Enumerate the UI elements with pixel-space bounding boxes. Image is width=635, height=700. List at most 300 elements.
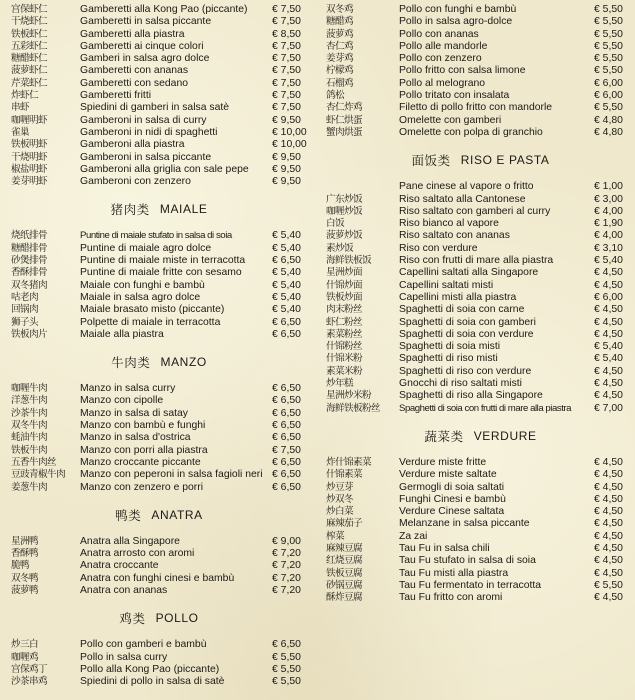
pollo-list-continued — [326, 4, 635, 139]
dish-price: € 6,50 — [272, 456, 301, 468]
verdure-list — [326, 457, 635, 605]
dish-name-chinese: 虾仁粉丝 — [326, 316, 362, 328]
dish-name-italian: Manzo in salsa d'ostrica — [80, 432, 191, 444]
dish-name-chinese: 干烧明虾 — [11, 151, 47, 163]
dish-price: € 7,50 — [272, 40, 301, 52]
dish-price: € 5,50 — [272, 676, 301, 688]
dish-name-chinese: 蟹肉烘蛋 — [326, 126, 362, 138]
menu-item — [0, 482, 318, 494]
menu-item — [0, 469, 318, 481]
dish-name-chinese: 红烧豆腐 — [326, 555, 362, 567]
menu-item — [0, 267, 318, 279]
dish-price: € 5,50 — [594, 4, 623, 15]
menu-item — [0, 29, 318, 41]
menu-item — [0, 127, 318, 139]
dish-name-italian: Anatra arrosto con aromi — [80, 548, 195, 560]
dish-price: € 5,40 — [272, 304, 301, 316]
dish-name-italian: Maiale in salsa agro dolce — [80, 291, 201, 303]
menu-item — [0, 664, 318, 676]
dish-name-chinese: 椒盐明虾 — [11, 163, 47, 175]
menu-item — [0, 164, 318, 176]
dish-name-chinese: 双冬鸭 — [11, 572, 38, 584]
dish-price: € 7,50 — [272, 102, 301, 114]
dish-name-italian: Riso saltato con gamberi al curry — [399, 205, 551, 217]
dish-name-chinese: 串虾 — [11, 102, 29, 114]
menu-item — [326, 469, 635, 481]
menu-item — [326, 580, 635, 592]
dish-name-italian: Pollo con gamberi e bambù — [80, 639, 207, 651]
dish-price: € 5,40 — [272, 267, 301, 279]
dish-price: € 4,50 — [594, 456, 623, 468]
dish-name-italian: Pollo tritato con insalata — [399, 90, 510, 102]
menu-item — [326, 555, 635, 567]
dish-name-italian: Riso con verdure — [399, 242, 478, 254]
dish-name-chinese: 炸什锦素菜 — [326, 456, 371, 468]
section-header-anatra — [0, 494, 318, 536]
dish-price: € 7,50 — [272, 90, 301, 102]
dish-price: € 5,50 — [594, 65, 623, 77]
dish-name-italian: Gamberetti ai cinque colori — [80, 40, 204, 52]
menu-item — [326, 243, 635, 255]
section-header-maiale — [0, 188, 318, 230]
dish-name-chinese: 肉末粉丝 — [326, 304, 362, 316]
dish-price: € 5,40 — [272, 291, 301, 303]
dish-name-italian: Germogli di soia saltati — [399, 481, 505, 493]
dish-name-italian: Anatra croccante — [80, 560, 159, 572]
dish-price: € 7,50 — [272, 444, 301, 456]
dish-name-chinese: 麻辣豆腐 — [326, 542, 362, 554]
section-title-it: POLLO — [155, 611, 199, 626]
dish-price: € 4,50 — [594, 567, 623, 579]
menu-item — [326, 78, 635, 90]
menu-item — [0, 652, 318, 664]
dish-name-chinese: 铁板牛肉 — [11, 444, 47, 456]
dish-name-chinese: 菠萝虾仁 — [11, 65, 47, 77]
menu-item — [0, 420, 318, 432]
dish-name-italian: Riso saltato alla Cantonese — [399, 193, 526, 205]
dish-price: € 5,50 — [594, 16, 623, 28]
dish-name-italian: Gamberi in salsa agro dolce — [80, 53, 210, 65]
dish-price: € 6,50 — [272, 395, 301, 407]
section-title-cn: 牛肉类 — [111, 355, 151, 371]
section-header-manzo — [0, 341, 318, 383]
dish-name-chinese: 铁板明虾 — [11, 139, 47, 151]
dish-name-chinese: 柠檬鸡 — [326, 65, 353, 77]
menu-item — [0, 329, 318, 341]
dish-name-italian: Puntine di maiale fritte con sesamo — [80, 267, 242, 279]
dish-name-chinese: 香酥鸭 — [11, 548, 38, 560]
menu-item — [0, 152, 318, 164]
menu-item — [0, 445, 318, 457]
dish-price: € 6,50 — [272, 407, 301, 419]
menu-item — [0, 41, 318, 53]
dish-name-italian: Puntine di maiale stufato in salsa di soia — [80, 230, 232, 242]
dish-name-chinese: 烧纸排骨 — [11, 230, 47, 242]
menu-item — [326, 255, 635, 267]
dish-name-italian: Tau Fu misti alla piastra — [399, 567, 509, 579]
dish-name-italian: Manzo con peperoni in salsa fagioli neri — [80, 469, 263, 481]
dish-name-italian: Pollo con zenzero — [399, 53, 482, 65]
dish-price: € 4,50 — [594, 279, 623, 291]
section-title-cn: 鸡类 — [119, 611, 146, 627]
dish-name-italian: Tau Fu fermentato in terracotta — [399, 579, 542, 591]
menu-item — [0, 115, 318, 127]
dish-price: € 6,00 — [594, 291, 623, 303]
dish-name-italian: Manzo con cipolle — [80, 395, 164, 407]
dish-name-italian: Gamberetti con sedano — [80, 77, 189, 89]
dish-price: € 7,20 — [272, 572, 301, 584]
menu-item — [0, 65, 318, 77]
dish-name-italian: Spiedini di pollo in salsa di satè — [80, 676, 225, 688]
dish-name-chinese: 双冬牛肉 — [11, 420, 47, 432]
dish-price: € 1,00 — [594, 181, 623, 193]
dish-name-italian: Riso con frutti di mare alla piastra — [399, 255, 554, 267]
dish-name-chinese: 砂煲排骨 — [11, 255, 47, 267]
dish-price: € 6,50 — [272, 432, 301, 444]
dish-name-chinese: 炒豆芽 — [326, 481, 353, 493]
menu-item — [0, 16, 318, 28]
dish-name-chinese: 素菜粉丝 — [326, 328, 362, 340]
dish-name-italian: Anatra con funghi cinesi e bambù — [80, 572, 235, 584]
menu-item — [326, 41, 635, 53]
dish-name-italian: Gamberetti con ananas — [80, 65, 189, 77]
dish-name-chinese: 炒年糕 — [326, 378, 353, 390]
dish-price: € 4,50 — [594, 469, 623, 481]
dish-name-chinese: 糖醋鸡 — [326, 16, 353, 28]
dish-name-chinese: 广东炒饭 — [326, 193, 362, 205]
menu-item — [0, 280, 318, 292]
dish-price: € 5,40 — [594, 255, 623, 267]
dish-price: € 4,50 — [594, 304, 623, 316]
dish-name-italian: Pollo con ananas — [399, 28, 479, 40]
dish-name-chinese: 咖喱牛肉 — [11, 383, 47, 395]
menu-item — [0, 560, 318, 572]
dish-name-italian: Gamberoni con zenzero — [80, 176, 191, 188]
dish-price: € 9,50 — [272, 114, 301, 126]
menu-item — [0, 548, 318, 560]
dish-price: € 4,50 — [594, 592, 623, 604]
menu-item — [326, 230, 635, 242]
dish-price: € 7,50 — [272, 16, 301, 28]
dish-name-chinese: 糖醋虾仁 — [11, 53, 47, 65]
dish-name-italian: Gamberetti alla piastra — [80, 28, 185, 40]
dish-name-chinese: 狮子头 — [11, 316, 38, 328]
pollo-list — [0, 639, 318, 688]
menu-item — [0, 90, 318, 102]
dish-price: € 7,20 — [272, 584, 301, 596]
section-title-it: ANATRA — [151, 507, 203, 522]
menu-item — [0, 639, 318, 651]
dish-name-italian: Verdure miste saltate — [399, 469, 497, 481]
section-title-it: MANZO — [160, 355, 207, 370]
dish-price: € 6,50 — [272, 255, 301, 267]
dish-name-italian: Omelette con polpa di granchio — [399, 126, 543, 138]
dish-name-chinese: 海鲜铁板饭 — [326, 255, 371, 267]
dish-name-chinese: 铁板炒面 — [326, 291, 362, 303]
dish-name-chinese: 铁板虾仁 — [11, 28, 47, 40]
dish-name-chinese: 虾仁烘蛋 — [326, 114, 362, 126]
dish-name-italian: Pane cinese al vapore o fritto — [399, 181, 534, 193]
dish-price: € 5,50 — [594, 579, 623, 591]
section-title-cn: 鸭类 — [115, 507, 142, 523]
menu-item — [326, 403, 635, 415]
dish-name-italian: Pollo con funghi e bambù — [399, 4, 517, 15]
section-title-it: RISO E PASTA — [460, 153, 550, 168]
dish-name-chinese: 糖醋排骨 — [11, 242, 47, 254]
dish-price: € 6,50 — [272, 316, 301, 328]
dish-name-italian: Gamberoni alla griglia con sale pepe — [80, 163, 249, 175]
dish-name-italian: Riso saltato con ananas — [399, 230, 510, 242]
menu-item — [0, 292, 318, 304]
dish-name-chinese: 香酥排骨 — [11, 267, 47, 279]
dish-name-italian: Verdure miste fritte — [399, 456, 487, 468]
dish-name-chinese: 铁板肉片 — [11, 328, 47, 340]
right-column — [326, 4, 635, 604]
menu-item — [0, 585, 318, 597]
menu-item — [326, 506, 635, 518]
menu-item — [326, 181, 635, 193]
menu-item — [0, 432, 318, 444]
menu-item — [326, 65, 635, 77]
menu-item — [326, 29, 635, 41]
dish-name-chinese: 豆豉青椒牛肉 — [11, 469, 65, 481]
menu-item — [326, 304, 635, 316]
menu-item — [326, 53, 635, 65]
menu-item — [326, 543, 635, 555]
dish-price: € 6,50 — [272, 420, 301, 432]
dish-name-chinese: 脆鸭 — [11, 560, 29, 572]
dish-name-chinese: 炒白菜 — [326, 506, 353, 518]
dish-price: € 4,50 — [594, 481, 623, 493]
dish-name-chinese: 双冬猪肉 — [11, 279, 47, 291]
dish-name-italian: Spaghetti di soia con frutti di mare alla piastra — [399, 402, 572, 414]
dish-name-chinese: 铁板豆腐 — [326, 567, 362, 579]
dish-name-chinese: 杏仁炸鸡 — [326, 102, 362, 114]
menu-item — [0, 243, 318, 255]
menu-item — [326, 267, 635, 279]
dish-price: € 4,50 — [594, 390, 623, 402]
dish-name-chinese: 杏仁鸡 — [326, 40, 353, 52]
menu-item — [326, 378, 635, 390]
menu-item — [326, 482, 635, 494]
menu-item — [326, 317, 635, 329]
dish-name-chinese: 石榴鸡 — [326, 77, 353, 89]
dish-name-italian: Capellini misti alla piastra — [399, 291, 517, 303]
dish-name-italian: Manzo croccante piccante — [80, 456, 201, 468]
menu-item — [326, 280, 635, 292]
section-title-cn: 面饭类 — [411, 153, 451, 169]
menu-item — [0, 78, 318, 90]
dish-price: € 10,00 — [272, 126, 307, 138]
menu-item — [326, 568, 635, 580]
dish-name-italian: Funghi Cinesi e bambù — [399, 493, 506, 505]
section-title-cn: 猪肉类 — [110, 202, 150, 218]
dish-name-italian: Anatra alla Singapore — [80, 535, 180, 547]
dish-name-italian: Gamberetti alla Kong Pao (piccante) — [80, 4, 248, 15]
dish-name-chinese: 五彩虾仁 — [11, 40, 47, 52]
dish-price: € 9,50 — [272, 163, 301, 175]
dish-price: € 4,50 — [594, 555, 623, 567]
dish-name-chinese: 干烧虾仁 — [11, 16, 47, 28]
manzo-list — [0, 383, 318, 494]
dish-price: € 5,40 — [272, 230, 301, 242]
dish-name-chinese: 咖喱炒饭 — [326, 205, 362, 217]
menu-item — [0, 408, 318, 420]
dish-price: € 3,00 — [594, 193, 623, 205]
left-column — [0, 4, 318, 688]
dish-name-italian: Spaghetti di soia con carne — [399, 304, 525, 316]
dish-name-chinese: 炸虾仁 — [11, 90, 38, 102]
menu-item — [326, 518, 635, 530]
dish-name-chinese: 榨菜 — [326, 530, 344, 542]
dish-name-chinese: 素菜米粉 — [326, 365, 362, 377]
dish-name-italian: Omelette con gamberi — [399, 114, 502, 126]
menu-item — [0, 317, 318, 329]
dish-price: € 4,50 — [594, 378, 623, 390]
dish-name-italian: Tau Fu fritto con aromi — [399, 592, 503, 604]
dish-price: € 4,50 — [594, 518, 623, 530]
dish-price: € 4,50 — [594, 542, 623, 554]
menu-item — [0, 383, 318, 395]
dish-name-italian: Spaghetti di soia con verdure — [399, 328, 534, 340]
section-header-riso — [326, 139, 635, 181]
dish-price: € 4,00 — [594, 230, 623, 242]
dish-name-chinese: 什锦米粉 — [326, 353, 362, 365]
dish-name-chinese: 姜芽鸡 — [326, 53, 353, 65]
dish-name-italian: Gamberoni in salsa di curry — [80, 114, 207, 126]
dish-name-chinese: 咖喱明虾 — [11, 114, 47, 126]
dish-name-chinese: 姜芽明虾 — [11, 176, 47, 188]
dish-name-chinese: 炒双冬 — [326, 493, 353, 505]
dish-price: € 7,50 — [272, 4, 301, 15]
dish-name-chinese: 宫保虾仁 — [11, 4, 47, 15]
dish-name-italian: Verdure Cinese saltata — [399, 506, 505, 518]
section-title-it: MAIALE — [159, 202, 208, 217]
menu-item — [326, 127, 635, 139]
dish-name-italian: Capellini saltati alla Singapore — [399, 267, 539, 279]
dish-price: € 4,00 — [594, 205, 623, 217]
menu-item — [326, 353, 635, 365]
dish-name-chinese: 雀巢 — [11, 126, 29, 138]
dish-price: € 8,50 — [272, 28, 301, 40]
menu-item — [0, 676, 318, 688]
dish-name-chinese: 菠萝鸡 — [326, 28, 353, 40]
dish-price: € 5,40 — [594, 341, 623, 353]
dish-name-chinese: 砂锅豆腐 — [326, 579, 362, 591]
dish-name-italian: Pollo in salsa curry — [80, 651, 168, 663]
dish-name-italian: Gnocchi di riso saltati misti — [399, 378, 522, 390]
menu-item — [326, 457, 635, 469]
dish-name-italian: Tau Fu stufato in salsa di soia — [399, 555, 536, 567]
menu-item — [0, 573, 318, 585]
dish-name-chinese: 回锅肉 — [11, 304, 38, 316]
dish-price: € 6,50 — [272, 328, 301, 340]
dish-name-chinese: 星洲鸭 — [11, 535, 38, 547]
dish-price: € 6,50 — [272, 481, 301, 493]
menu-item — [326, 592, 635, 604]
menu-item — [0, 536, 318, 548]
dish-price: € 7,20 — [272, 548, 301, 560]
dish-price: € 5,50 — [272, 651, 301, 663]
dish-price: € 6,50 — [272, 639, 301, 651]
dish-price: € 6,50 — [272, 469, 301, 481]
menu-item — [326, 102, 635, 114]
dish-name-italian: Pollo fritto con salsa limone — [399, 65, 526, 77]
menu-item — [326, 329, 635, 341]
menu-item — [326, 218, 635, 230]
dish-name-italian: Pollo alle mandorle — [399, 40, 488, 52]
dish-price: € 5,40 — [272, 242, 301, 254]
menu-item — [326, 16, 635, 28]
dish-name-chinese: 咖喱鸡 — [11, 651, 38, 663]
dish-name-italian: Gamberetti in salsa piccante — [80, 16, 212, 28]
dish-price: € 7,00 — [594, 402, 623, 414]
dish-name-italian: Manzo con zenzero e porri — [80, 481, 204, 493]
menu-item — [326, 341, 635, 353]
dish-name-italian: Gamberoni in nidi di spaghetti — [80, 126, 218, 138]
dish-price: € 9,00 — [272, 535, 301, 547]
dish-price: € 4,80 — [594, 114, 623, 126]
menu-item — [0, 230, 318, 242]
menu-item — [326, 292, 635, 304]
section-title-cn: 蔬菜类 — [424, 428, 464, 444]
dish-price: € 9,50 — [272, 151, 301, 163]
dish-name-italian: Puntine di maiale agro dolce — [80, 242, 212, 254]
dish-name-chinese: 什锦粉丝 — [326, 341, 362, 353]
dish-price: € 6,00 — [594, 90, 623, 102]
dish-price: € 6,50 — [272, 383, 301, 395]
dish-price: € 4,80 — [594, 126, 623, 138]
menu-item — [326, 366, 635, 378]
dish-name-chinese: 炒三白 — [11, 639, 38, 651]
dish-name-chinese: 菠萝鸭 — [11, 584, 38, 596]
dish-price: € 5,40 — [594, 353, 623, 365]
dish-price: € 4,50 — [594, 316, 623, 328]
dish-name-chinese: 沙茶牛肉 — [11, 407, 47, 419]
dish-price: € 1,90 — [594, 218, 623, 230]
dish-name-chinese: 菠萝炒饭 — [326, 230, 362, 242]
dish-price: € 4,50 — [594, 328, 623, 340]
dish-name-italian: Gamberoni in salsa piccante — [80, 151, 212, 163]
dish-name-italian: Puntine di maiale miste in terracotta — [80, 255, 246, 267]
dish-name-chinese: 酥炸豆腐 — [326, 592, 362, 604]
dish-name-chinese: 姜葱牛肉 — [11, 481, 47, 493]
menu-item — [0, 139, 318, 151]
dish-price: € 7,50 — [272, 77, 301, 89]
dish-name-italian: Gamberoni alla piastra — [80, 139, 185, 151]
dish-name-chinese: 五香牛肉丝 — [11, 456, 56, 468]
dish-name-italian: Capellini saltati misti — [399, 279, 494, 291]
dish-price: € 3,10 — [594, 242, 623, 254]
dish-name-chinese: 麻辣茄子 — [326, 518, 362, 530]
dish-price: € 4,50 — [594, 493, 623, 505]
dish-name-italian: Za zai — [399, 530, 428, 542]
dish-name-italian: Maiale brasato misto (piccante) — [80, 304, 225, 316]
dish-name-chinese: 素炒饭 — [326, 242, 353, 254]
maiale-list — [0, 230, 318, 341]
dish-price: € 7,20 — [272, 560, 301, 572]
dish-name-italian: Manzo con porri alla piastra — [80, 444, 208, 456]
menu-item — [326, 115, 635, 127]
menu-item — [0, 176, 318, 188]
dish-name-chinese: 星洲炒米粉 — [326, 390, 371, 402]
section-title-it: VERDURE — [473, 428, 537, 443]
prawns-list — [0, 4, 318, 188]
dish-name-italian: Spaghetti di riso con verdure — [399, 365, 532, 377]
dish-name-italian: Manzo con bambù e funghi — [80, 420, 206, 432]
menu-item — [0, 4, 318, 16]
dish-name-italian: Maiale con funghi e bambù — [80, 279, 205, 291]
